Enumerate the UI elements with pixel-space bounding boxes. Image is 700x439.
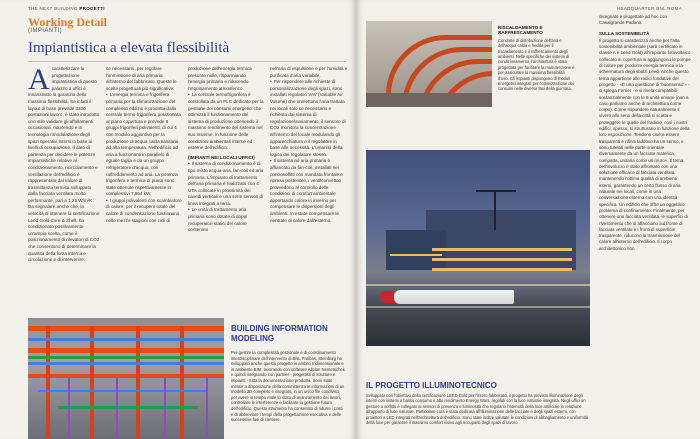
hvac-ducts-photo — [366, 21, 492, 107]
bim-heading: BUILDING INFORMATION MODELING — [231, 324, 328, 343]
column-3-intro: produzione dell'energia termica presunte nulle, risparmiando l'energia primaria e riducendo l'inquinamento atmosferico. — [188, 66, 252, 91]
column-3-bullet: • Il sistema di condizionamento è di tipo misto acqua-aria, fan-coil ed aria primaria. L'impianto di trattamento dell'aria primaria è realizzato con 4 UTA collocate in prossimità dei cavedi verticali e una serie sensori di linea integrati a terra. — [188, 161, 264, 207]
running-head-left — [28, 6, 105, 11]
sustainability-text: Il progetto si caratterizza anche per l'alta sostenibilità ambientale (sarà certificato in classe A e Leed Gold) all'impianto fotovoltaico collocato in copertura si aggiungono le pompe di calore per produrre energia termica e la schermatura degli sbalzi Leed. Anche questo tema appartiene alle radici fondative del progetto - «È una questione di 'buonsenso'» - ci spiega Ferrier - e si rivela compatibili sostanzialmente con le 8 unità umane (non a caso parliamo anche di architettura come corpo). Come rispondere naturalmente il vivere allo seno della città si scatta e proteggere le quelle del fradicio, così i nostri edifici, spesso, si strutturano in funzione della loro esposizione. Tendono cioè a essere trasparenti e rifiniti laddove ha un senso, e sono tutelati nelle parte orientate diversamente da un facciate materica, compatta, unitaria come un muro». Il tema dell'involucro è stato affrontato con una soluzione efficace di facciata ventilata, mantenendo l'ottima qualità di ambienti interni, garantendo un certo flusso di aria naturale nei locali, come in una conversazione esterna con una identità specifica. Un edificio che offre un oggettivo problema di confinamento. Finalmente, per ottenere una facciata ventilata, le superfici di rivestimento che si affacciano sul fronte di facciata ventilata e i fronti di superficie trasparente, riducono la trasmissione del calore all'interno dell'edificio. Il corpo architettonico non — [599, 37, 691, 251]
running-head-right: HEADQUARTER BNL ROMA — [616, 6, 682, 11]
column-1-text: caratterizzare la progettazione impiantistica di questo palazzo a uffici è innanzitutto la garanzia della massima flessibilità. Se infatti il layout di base prevede 3300 postazioni lavoro, è stato introdotto uno stile validare gli affollamenti occasionali, riducendo e in tecnologia rimodulazione degli spazi operativi interni in base ai livelli di occupazione. Il dato di partenza per decidere le potenze impiantistiche relative al condizionamento, ricircolamento e ventilazione dell'edificio è rappresentato dal valore di trasmittanza termica sviluppato dalla facciata ventilata molto performante, pari a 1,25 W/m²K. Da segnalare anche che, la velocità di ottenere la certificazione Leed Gold Core & Shell, ha condizionato positivamente un'ampia scelta, come il posizionamento di rilevatori di CO2 che consentono di determinare la quantità della forza interna e circolazione e di intervenire, — [28, 66, 100, 263]
column-4-bullet: • Per rispondere alle richieste di personalizzazione degli spazi, sono installati regolatori VAV (Variable Air Volume) che immettono l'aria trattata nei locali solo se necessario e richiesto dai sistema di regolazione/avviamento, il sensore di CO2 monitora la concentrazione all'interno del locale modulando gli apparecchiatura e il regolatore in base alle necessità. L'umanità della logica dei regolatore stesso. — [270, 79, 348, 158]
section-subtitle: (IMPIANTI) — [28, 28, 62, 34]
column-2 — [106, 66, 182, 316]
column-3 — [188, 66, 264, 316]
bim-model-image — [28, 318, 224, 439]
hvac-caption — [498, 25, 576, 92]
right-page — [356, 0, 700, 439]
column-3-bullet: • Le unità di trattamento aria primaria sono dotate di doppi recuperatori statici del calore contenuto — [188, 207, 264, 233]
bim-body-text: Per gestire la complessità gestionale e di coordinamento interdisciplinare dell'intervento di BNL Paribas, Steinburg ha sviluppato anche questo progetto in ambito tridimensionale e in ambiente BIM, lavorando con software Allplan Nemetschek e quindi integrando con partner - progettisti di strutture e impianti - tutta la documentazione prodotta. Sono state messe a disposizione della committenza le informazioni di un modello 3D completo e integrato, in un unico file condiviso, per avere in tempo reale lo stato di avanzamento dei lavori, controllare le interferenze e facilitare la gestione futura dell'edificio. Questo strumento ha consentito di ridurre i costi e di abbreviare i tempi della progettazione esecutiva e delle successive fasi di cantiere. — [231, 350, 345, 423]
lighting-heading: IL PROGETTO ILLUMINOTECNICO — [366, 381, 497, 390]
right-column-intro: disegnate e progettate ad hoc con Casalgrande Padana. — [599, 14, 668, 26]
column-4 — [270, 66, 348, 316]
section-title: Working Detail — [28, 15, 108, 29]
column-3-subhead: (IMPIANTI NEI LOCALI UFFICI) — [188, 154, 255, 160]
hvac-caption-text: Condotte di distribuzione dell'aria e dell'acqua calda e fredda per il riscaldamento e il raffrescamento degli ambienti. Nelle specifiche dei sistemi di condizionamento, l'architettura è stata progettata per facilitare la manutenzione e per assicurare la massima flessibilità d'uso. Gli impianti dispongono di moduli energetici integrati per l'ottimizzazione dei consumi nelle diverse fasi della giornata. — [498, 37, 575, 92]
column-3-bullet: • La centrale termofrigorifera è controllata da un PLC dedicato per la gestione dei consumi energetici che ottimizza il funzionamento del sistema di produzione ottenendo il massimo rendimento del sistema nel suo insieme, in funzione delle condizioni ambientali interne ed esterne dell'edificio. — [188, 92, 264, 151]
hvac-caption-title: RISCALDAMENTO E RAFFRESCAMENTO — [498, 25, 543, 36]
column-2-intro: se necessario, per regolare l'immissione di aria primaria all'interno del fabbricato. Queste le scelte progettuali più significative: — [106, 66, 177, 91]
drop-cap: A — [28, 66, 50, 96]
right-column — [599, 14, 691, 436]
headline-rule — [28, 61, 346, 62]
lighting-body-text: Sviluppato con l'obiettivo della certificazione LEED Gold per l'intero fabbricato, il progetto ha previsto illuminazione degli interni con sistemi a basso consumo e alto rendimento Energy Wars, regolati con la luce naturale integrata. Negli uffici un gestore a soffitto è collegato ai sensori di presenza e luminosità che regolano l'intensità della luce artificiale in relazione all'apporto di luce naturale. Particolare cura è stata dedicata all'illuminazione delle facciate e degli spazi esterni, con proiettori a LED integrati nell'architettura dell'edificio. Sono state inoltre valutate le condizioni di abbagliamento e uniformità della luce per garantire il massimo comfort visivo agli occupanti degli spazi di lavoro. — [366, 393, 589, 426]
sustainability-subhead: SULLA SOSTENIBILITÀ — [599, 30, 650, 36]
column-4-bullet: • Il sistema ad aria primaria è affiancato da fan-coil, installati nei controsoffitti con mandata frontale e ripresa posteriore, i ventilconvettori provvedono al controllo delle condizioni di comfort ambientale apportando calore in inverno per compensare le dispersioni degli ambienti. In estate compensare le rientrate di calore dall'esterno. — [270, 158, 348, 224]
column-4-intro: nell'aria di espulsione e per l'umidità e purificata d'aria variabile. — [270, 66, 348, 78]
article-headline: Impiantistica a elevata flessibilità — [28, 40, 230, 56]
column-2-bullet: • L'energia termica e frigorifera primaria per la climatizzazione del complesso edilizio è prodotta dalla centrale termo-frigorifera posizionata al piano copertura e prevede 8 gruppi frigoriferi polivalenti, di cui 4 con modulo aggiuntivo per la produzione di acqua calda sanitaria ad alta temperatura. Nell'edificio ad aria a funzionanti in parallelo di eguale taglia e da un gruppo refrigeratore d'acqua, con raffreddamento ad aria. La potenza frigorifera e termica di punta sono state ottenute rispettivamente in complessivi 7,864 kW. — [106, 92, 182, 198]
column-2-bullet: • I gruppi polivalenti con scambiatore di calore, per il recupero totale del calore di condensazione funzionano nelle mezze stagioni con cicli di — [106, 198, 182, 224]
running-head-section: PROGETTI — [79, 6, 105, 11]
column-1 — [28, 66, 100, 316]
running-head-prefix: THE NEXT BUILDING — [28, 6, 78, 11]
building-night-photo — [366, 150, 590, 346]
